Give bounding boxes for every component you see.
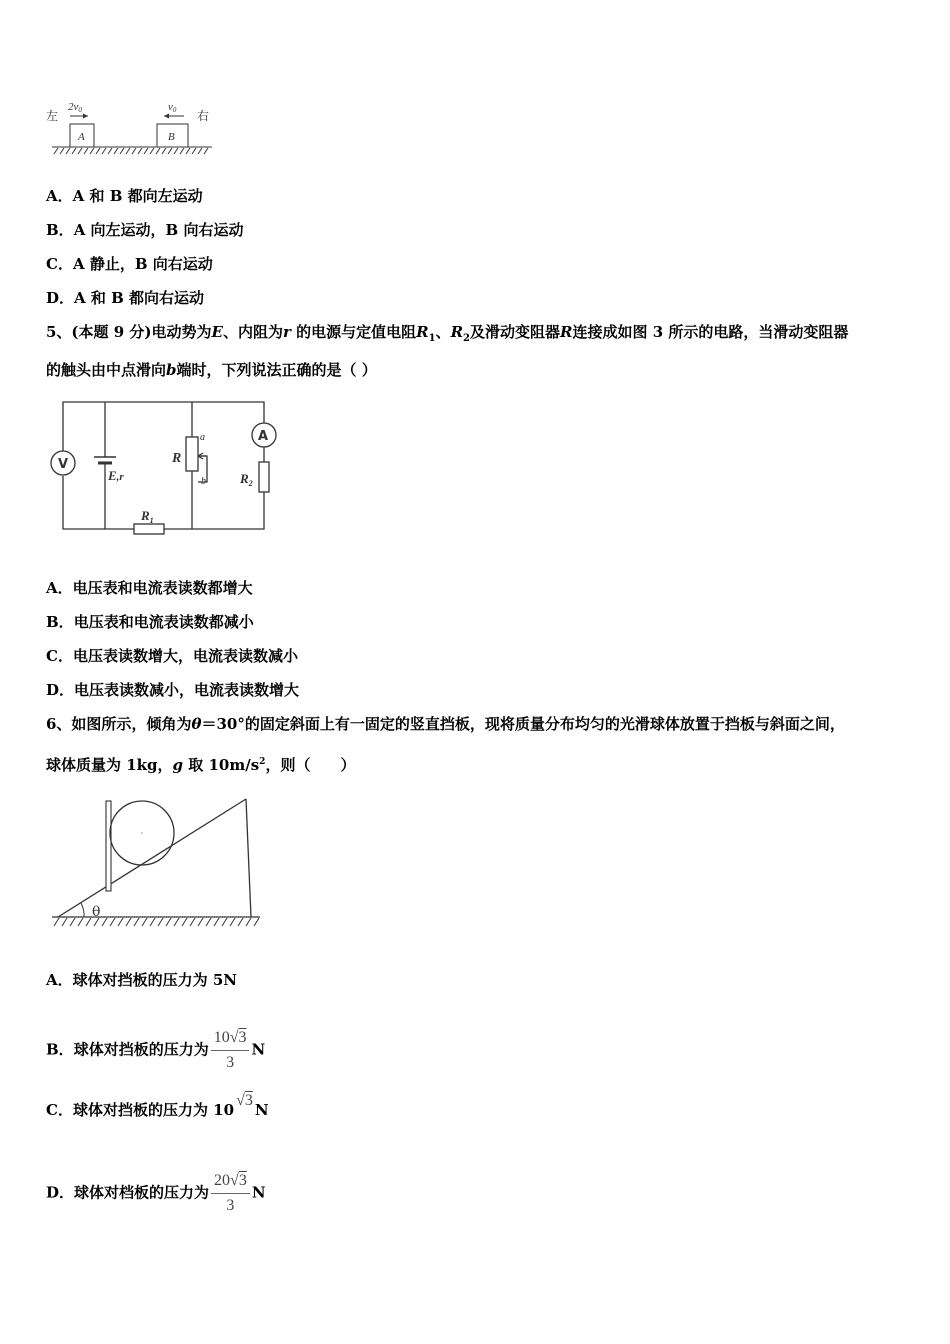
svg-text:b: b	[201, 476, 206, 487]
q5-stem-line2: 的触头由中点滑向b端时，下列说法正确的是（ ）	[46, 361, 377, 379]
label-left: 左	[46, 109, 59, 123]
q4-option-b[interactable]: B．A 向左运动，B 向右运动	[46, 221, 244, 239]
voltmeter-icon	[51, 451, 75, 475]
svg-text:E,r: E,r	[108, 468, 124, 483]
ground-hatch	[52, 917, 260, 926]
q5-circuit-figure	[46, 394, 278, 544]
svg-text:V: V	[58, 457, 69, 472]
battery-icon	[94, 457, 124, 483]
q6-option-b[interactable]: B．球体对挡板的压力为 $\frac{10√3}{3}$ N	[46, 1029, 266, 1071]
ammeter-icon	[252, 423, 276, 447]
svg-text:a: a	[200, 432, 205, 443]
q5-option-a[interactable]: A．电压表和电流表读数都增大	[46, 579, 253, 597]
ground-hatch	[52, 147, 212, 154]
q5-option-c[interactable]: C．电压表读数增大，电流表读数减小	[46, 647, 298, 665]
velocity-a-label: 2v0	[68, 101, 82, 114]
q6-option-c[interactable]: C．球体对挡板的压力为 10√3N	[46, 1092, 269, 1119]
svg-text:R2: $R_2$	[240, 471, 253, 488]
q5-stem-line1: 5、(本题 9 分)电动势为E、内阻为r 的电源与定值电阻$R_1$、$R_2$及滑动变阻器R连接成如图 3 所示的电路，当滑动变阻器	[46, 323, 849, 344]
q6-option-d[interactable]: D．球体对档板的压力为 $\frac{20√3}{3}$ N	[46, 1172, 266, 1214]
q5-option-b[interactable]: B．电压表和电流表读数都减小	[46, 613, 254, 631]
velocity-a-arrow-icon	[70, 114, 88, 119]
q6-stem-line1: 6、如图所示，倾角为θ＝30°的固定斜面上有一固定的竖直挡板，现将质量分布均匀的光滑球体放置于挡板与斜面之间，	[46, 715, 845, 733]
angle-arc	[81, 903, 84, 917]
velocity-b-label: v0	[168, 101, 177, 114]
velocity-b-arrow-icon	[164, 114, 184, 119]
fraction-d: $\frac{20√3}{3}$	[211, 1171, 250, 1216]
incline	[58, 799, 251, 917]
theta-label: θ	[92, 904, 101, 920]
block-b-label: B	[168, 131, 175, 143]
svg-text:R1: $R_1$	[141, 508, 154, 525]
resistor-r2	[239, 462, 269, 492]
q4-blocks-figure	[44, 96, 219, 160]
q5-option-d[interactable]: D．电压表读数减小，电流表读数增大	[46, 681, 300, 699]
q6-stem-line2: 球体质量为 1kg，g 取 $10m/s^2$，则（ ）	[46, 756, 356, 774]
q4-option-d[interactable]: D．A 和 B 都向右运动	[46, 289, 204, 307]
sqrt-c: √3	[236, 1092, 253, 1109]
rheostat-r	[171, 432, 206, 487]
fraction-b: $\frac{10√3}{3}$	[211, 1028, 250, 1073]
resistor-r1	[134, 508, 164, 534]
q4-option-c[interactable]: C．A 静止，B 向右运动	[46, 255, 213, 273]
circuit-wires	[63, 402, 264, 529]
q6-option-a[interactable]: A．球体对挡板的压力为 5N	[46, 971, 238, 989]
svg-text:A: A	[258, 429, 269, 444]
block-a-label: A	[78, 131, 85, 143]
q4-option-a[interactable]: A．A 和 B 都向左运动	[46, 187, 203, 205]
label-right: 右	[197, 109, 210, 123]
svg-text:R: R	[172, 451, 182, 466]
q6-incline-figure	[46, 786, 268, 936]
baffle-plate	[106, 801, 111, 891]
